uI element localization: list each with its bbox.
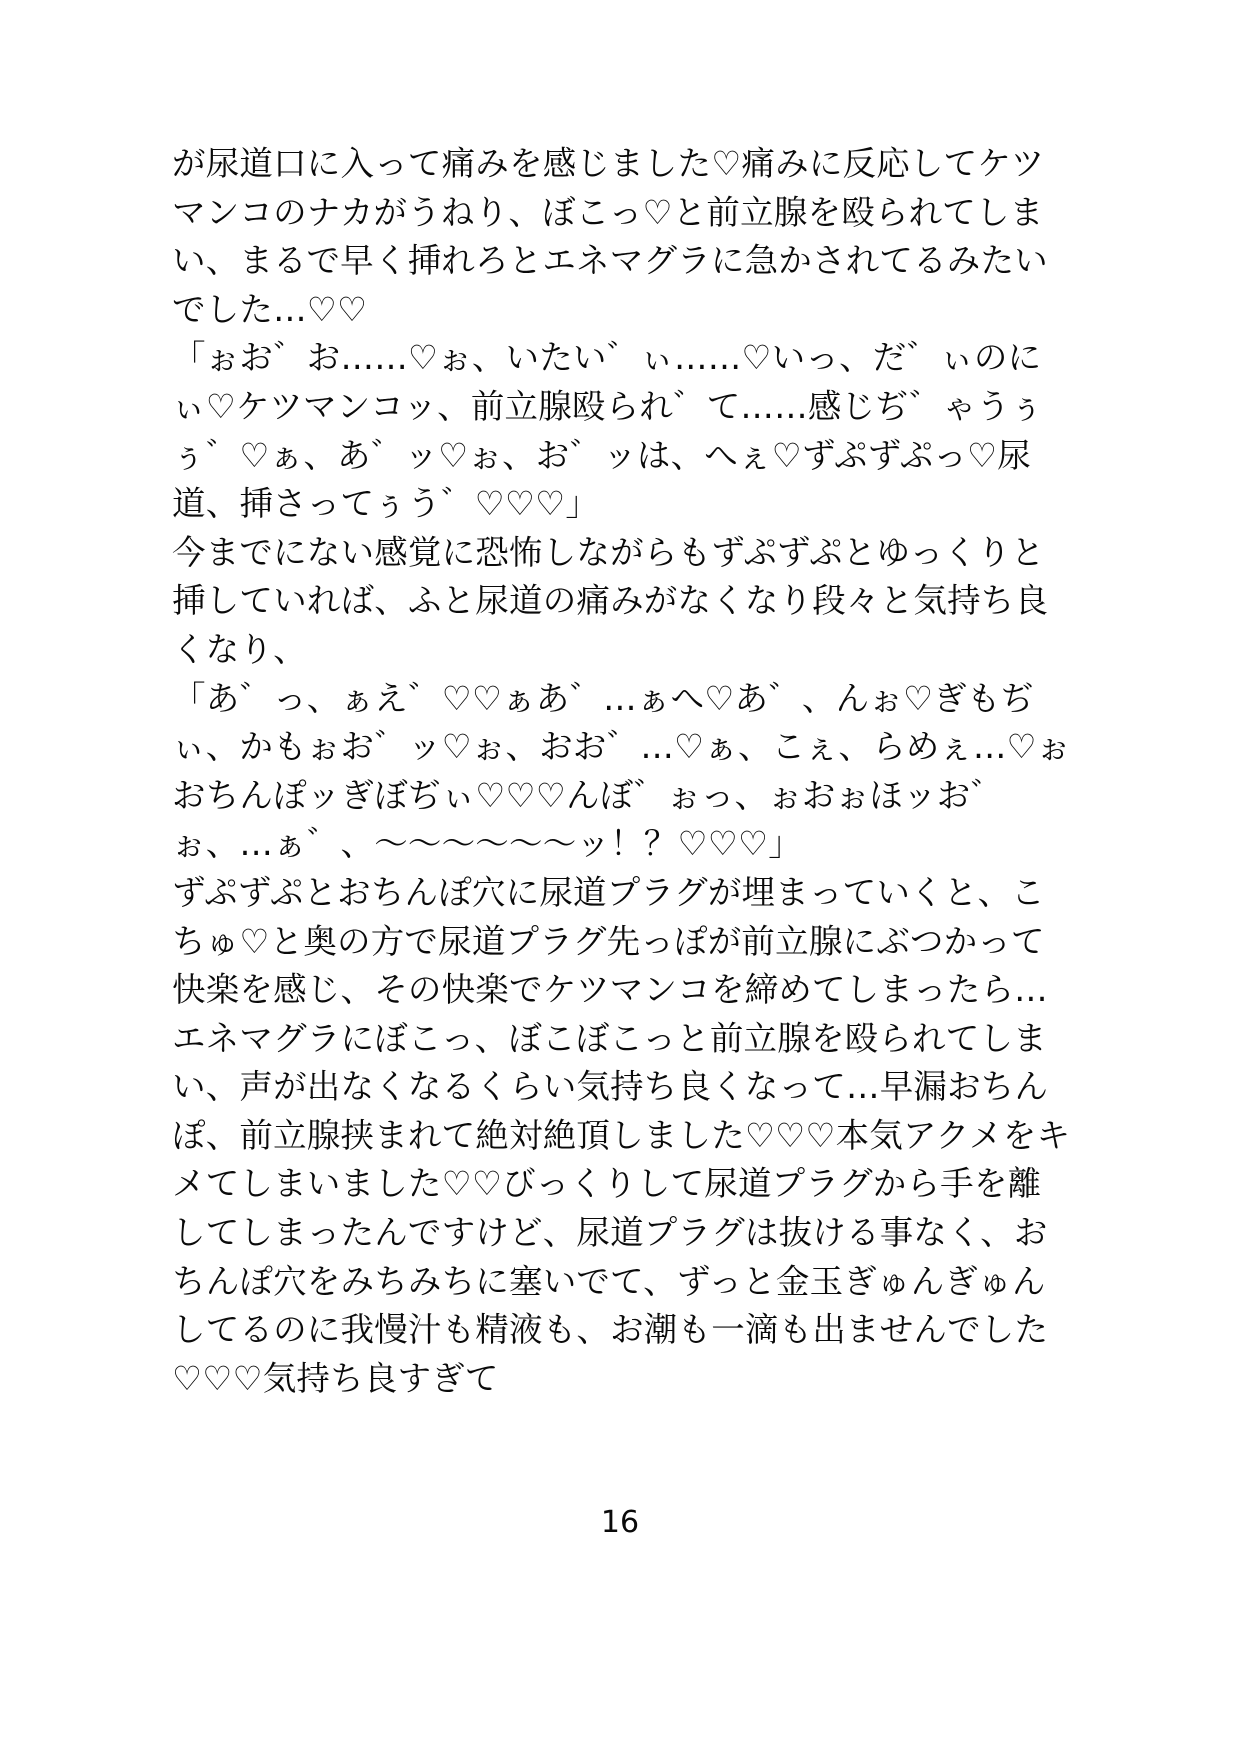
paragraph: ずぷずぷとおちんぽ穴に尿道プラグが埋まっていくと、こちゅ♡と奥の方で尿道プラグ先っぽが前立腺にぶつかって快楽を感じ、その快楽でケツマンコを締めてしまったら…エネマグラにぼこっ、ぼこぼこっと前立腺を殴られてしまい、声が出なくなるくらい気持ち良くなって…早漏おちんぽ、前立腺挟まれて絶対絶頂しました♡♡♡本気アクメをキメてしまいました♡♡びっくりして尿道プラグから手を離してしまったんですけど、尿道プラグは抜ける事なく、おちんぽ穴をみちみちに塞いでて、ずっと金玉ぎゅんぎゅんしてるのに我慢汁も精液も、お潮も一滴も出ませんでした♡♡♡気持ち良すぎて [172,872,1071,1398]
paragraph: 「ぉお゛お……♡ぉ、いたい゛ぃ……♡いっ、だ゛ぃのにぃ♡ケツマンコッ、前立腺殴られ゛て……感じぢ゛ゃうぅぅ゛♡ぁ、あ゛ッ♡ぉ、お゛ッは、へぇ♡ずぷずぷっ♡尿道、挿さってぅう゛♡♡♡」 [172,338,1044,524]
paragraph: 今までにない感覚に恐怖しながらもずぷずぷとゆっくりと挿していれば、ふと尿道の痛みがなくなり段々と気持ち良くなり、 [172,532,1049,669]
paragraph: 「あ゛っ、ぁえ゛♡♡ぁあ゛…ぁへ♡あ゛、んぉ♡ぎもぢぃ、かもぉお゛ッ♡ぉ、おお゛…♡ぁ、こぇ、らめぇ…♡ぉおちんぽッぎぼぢぃ♡♡♡んぼ゛ぉっ、ぉおぉほッお゛ぉ、…ぁ゛、〜〜〜〜〜〜ッ！？♡♡♡」 [172,678,1071,864]
body-text-column [172,140,1072,1403]
paragraph: が尿道口に入って痛みを感じました♡痛みに反応してケツマンコのナカがうねり、ぼこっ♡と前立腺を殴られてしまい、まるで早く挿れろとエネマグラに急かされてるみたいでした…♡♡ [172,144,1048,329]
page-number: 16 [600,1505,640,1540]
